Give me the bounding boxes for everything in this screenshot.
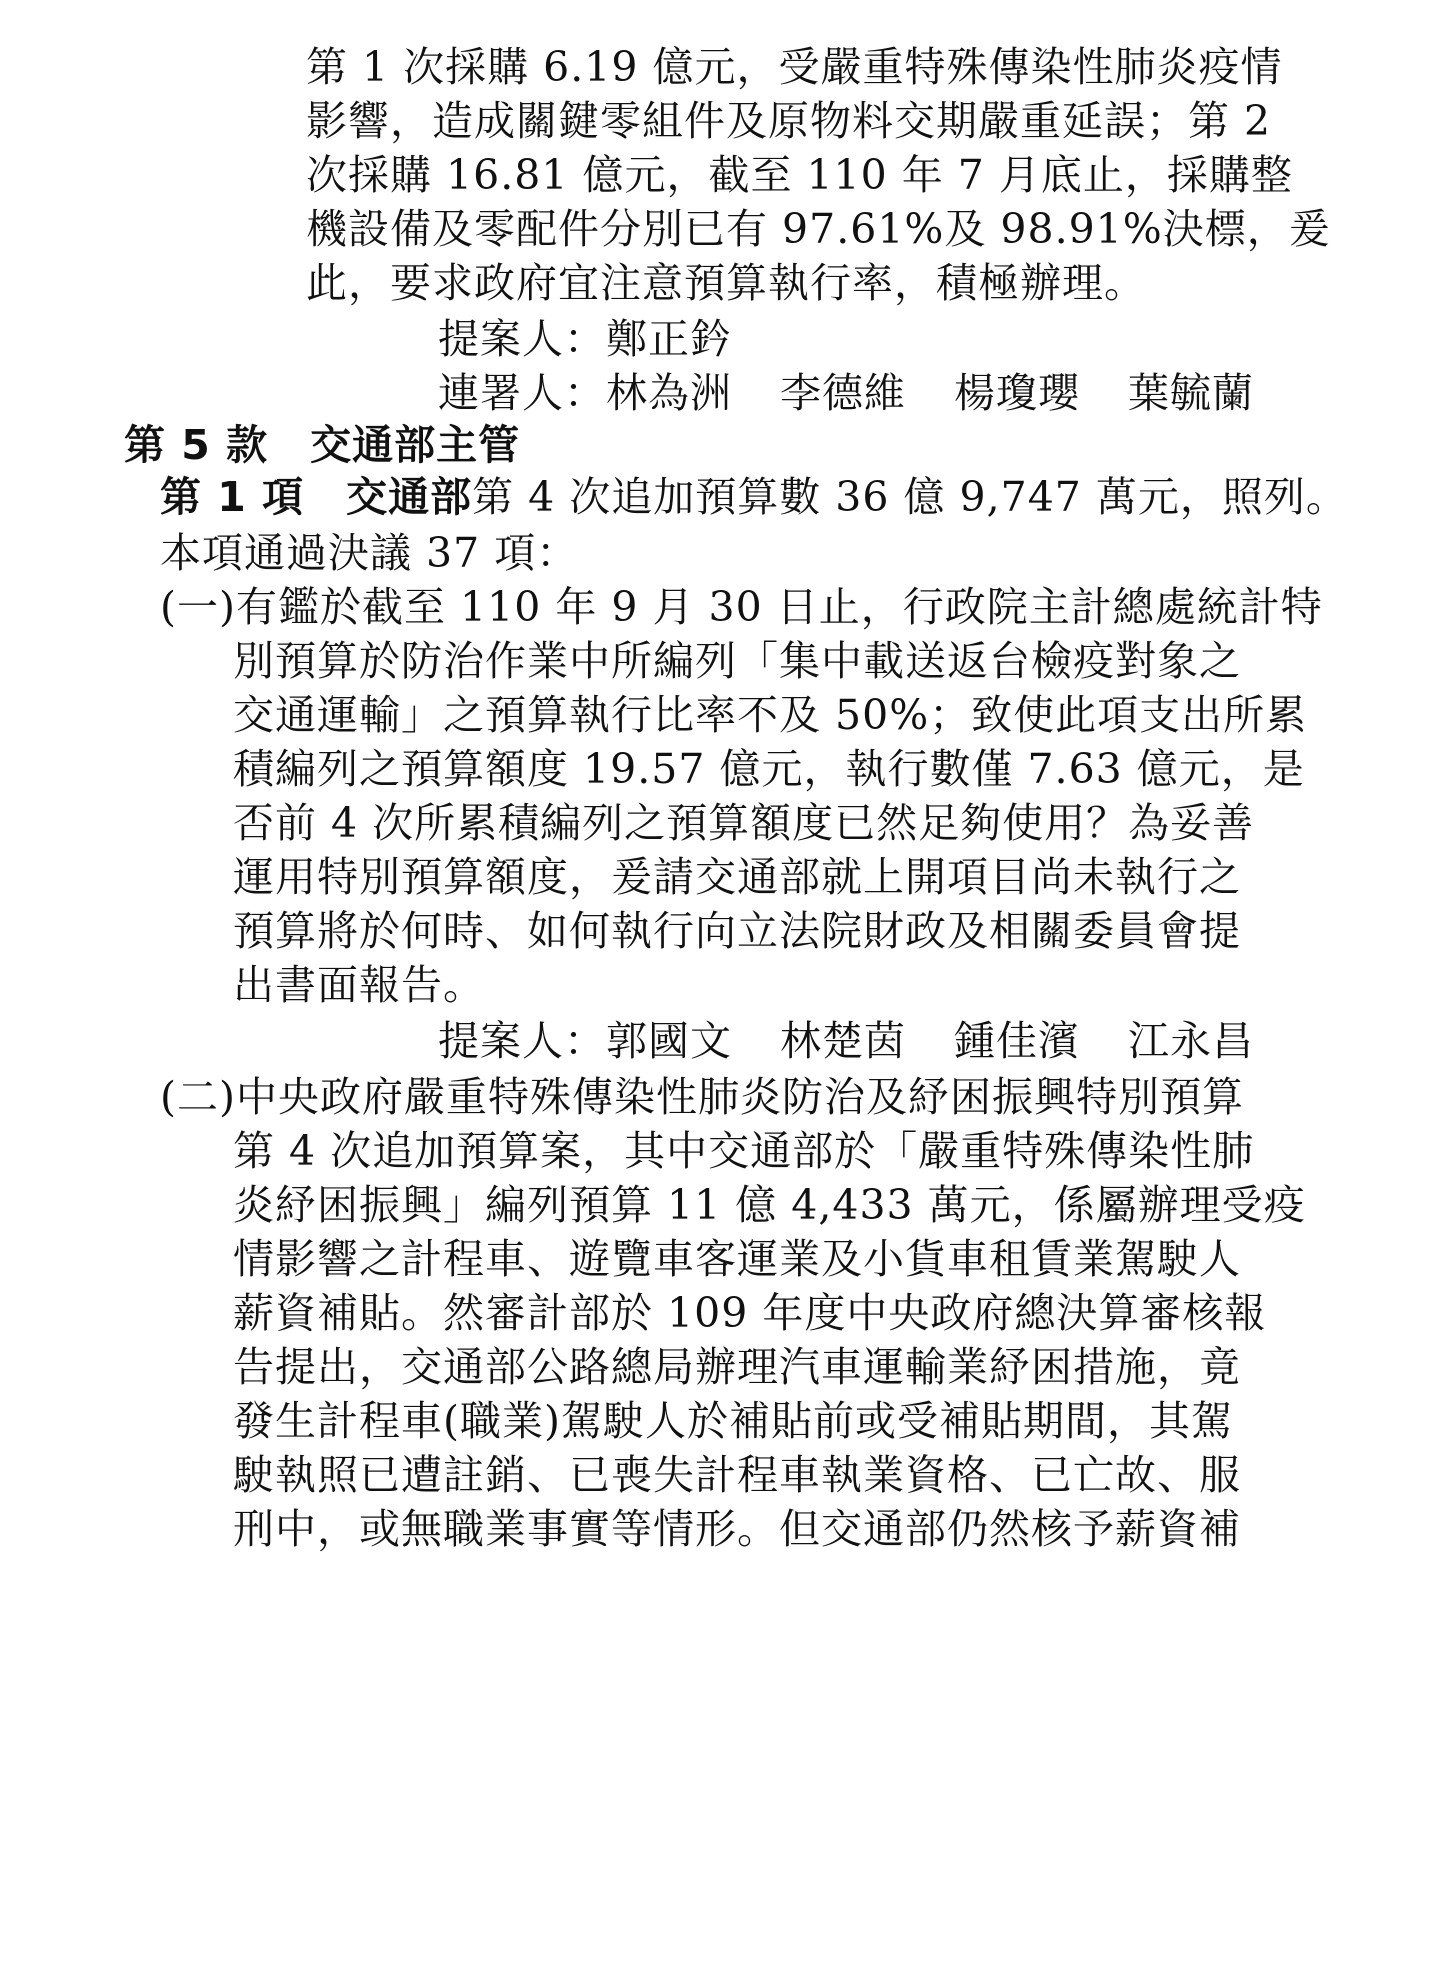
resolution-marker: (二) <box>160 1073 236 1121</box>
item-line <box>160 472 1348 522</box>
cosigner-name: 李德維 <box>780 369 906 417</box>
proposer-name: 林楚茵 <box>780 1017 906 1065</box>
paragraph-line: 發生計程車(職業)駕駛人於補貼前或受補貼期間，其駕 <box>233 1397 1233 1445</box>
section-heading: 第 5 款 交通部主管 <box>124 421 521 469</box>
paragraph-line: 交通運輸」之預算執行比率不及 50%；致使此項支出所累 <box>233 691 1308 739</box>
proposer-name: 鍾佳濱 <box>954 1017 1080 1065</box>
cosigner-name: 葉毓蘭 <box>1128 369 1254 417</box>
resolution-marker: (一) <box>160 583 236 631</box>
paragraph-line: 別預算於防治作業中所編列「集中載送返台檢疫對象之 <box>233 637 1241 685</box>
proposer-name: 郭國文 <box>606 1017 732 1065</box>
item-label: 第 1 項 交通部 <box>160 473 473 521</box>
item-text: 第 4 次追加預算數 36 億 9,747 萬元，照列。 <box>472 473 1348 521</box>
resolution-count: 本項通過決議 37 項： <box>160 529 579 577</box>
proposer-label: 提案人： <box>438 1017 606 1065</box>
proposer-line <box>438 1016 1254 1066</box>
paragraph-line: 次採購 16.81 億元，截至 110 年 7 月底止，採購整 <box>306 151 1293 199</box>
cosigner-line <box>438 368 1254 418</box>
paragraph-line: 積編列之預算額度 19.57 億元，執行數僅 7.63 億元，是 <box>233 745 1305 793</box>
paragraph-line: 運用特別預算額度，爰請交通部就上開項目尚未執行之 <box>233 853 1241 901</box>
paragraph-line: 炎紓困振興」編列預算 11 億 4,433 萬元，係屬辦理受疫 <box>233 1181 1306 1229</box>
paragraph-line: 否前 4 次所累積編列之預算額度已然足夠使用？為妥善 <box>233 799 1255 847</box>
cosigner-name: 林為洲 <box>606 369 732 417</box>
cosigner-name: 楊瓊瓔 <box>954 369 1080 417</box>
paragraph-line: 刑中，或無職業事實等情形。但交通部仍然核予薪資補 <box>233 1505 1241 1553</box>
proposer-name: 江永昌 <box>1128 1017 1254 1065</box>
paragraph-line: 機設備及零配件分別已有 97.61%及 98.91%決標，爰 <box>306 205 1331 253</box>
paragraph-line: 出書面報告。 <box>233 961 485 1009</box>
paragraph-line: 有鑑於截至 110 年 9 月 30 日止，行政院主計總處統計特 <box>236 583 1323 631</box>
paragraph-line: 告提出，交通部公路總局辦理汽車運輸業紓困措施，竟 <box>233 1343 1241 1391</box>
resolution-first-line <box>160 582 1323 632</box>
proposer-line <box>438 314 732 364</box>
paragraph-line: 中央政府嚴重特殊傳染性肺炎防治及紓困振興特別預算 <box>236 1073 1244 1121</box>
proposer-label: 提案人： <box>438 315 606 363</box>
paragraph-line: 駛執照已遭註銷、已喪失計程車執業資格、已亡故、服 <box>233 1451 1241 1499</box>
paragraph-line: 情影響之計程車、遊覽車客運業及小貨車租賃業駕駛人 <box>233 1235 1241 1283</box>
paragraph-line: 第 4 次追加預算案，其中交通部於「嚴重特殊傳染性肺 <box>233 1127 1255 1175</box>
resolution-first-line <box>160 1072 1244 1122</box>
proposer-name: 鄭正鈐 <box>606 315 732 363</box>
paragraph-line: 薪資補貼。然審計部於 109 年度中央政府總決算審核報 <box>233 1289 1267 1337</box>
paragraph-line: 此，要求政府宜注意預算執行率，積極辦理。 <box>306 259 1146 307</box>
cosigner-label: 連署人： <box>438 369 606 417</box>
paragraph-line: 影響，造成關鍵零組件及原物料交期嚴重延誤；第 2 <box>306 97 1272 145</box>
paragraph-line: 預算將於何時、如何執行向立法院財政及相關委員會提 <box>233 907 1241 955</box>
paragraph-line: 第 1 次採購 6.19 億元，受嚴重特殊傳染性肺炎疫情 <box>306 43 1283 91</box>
